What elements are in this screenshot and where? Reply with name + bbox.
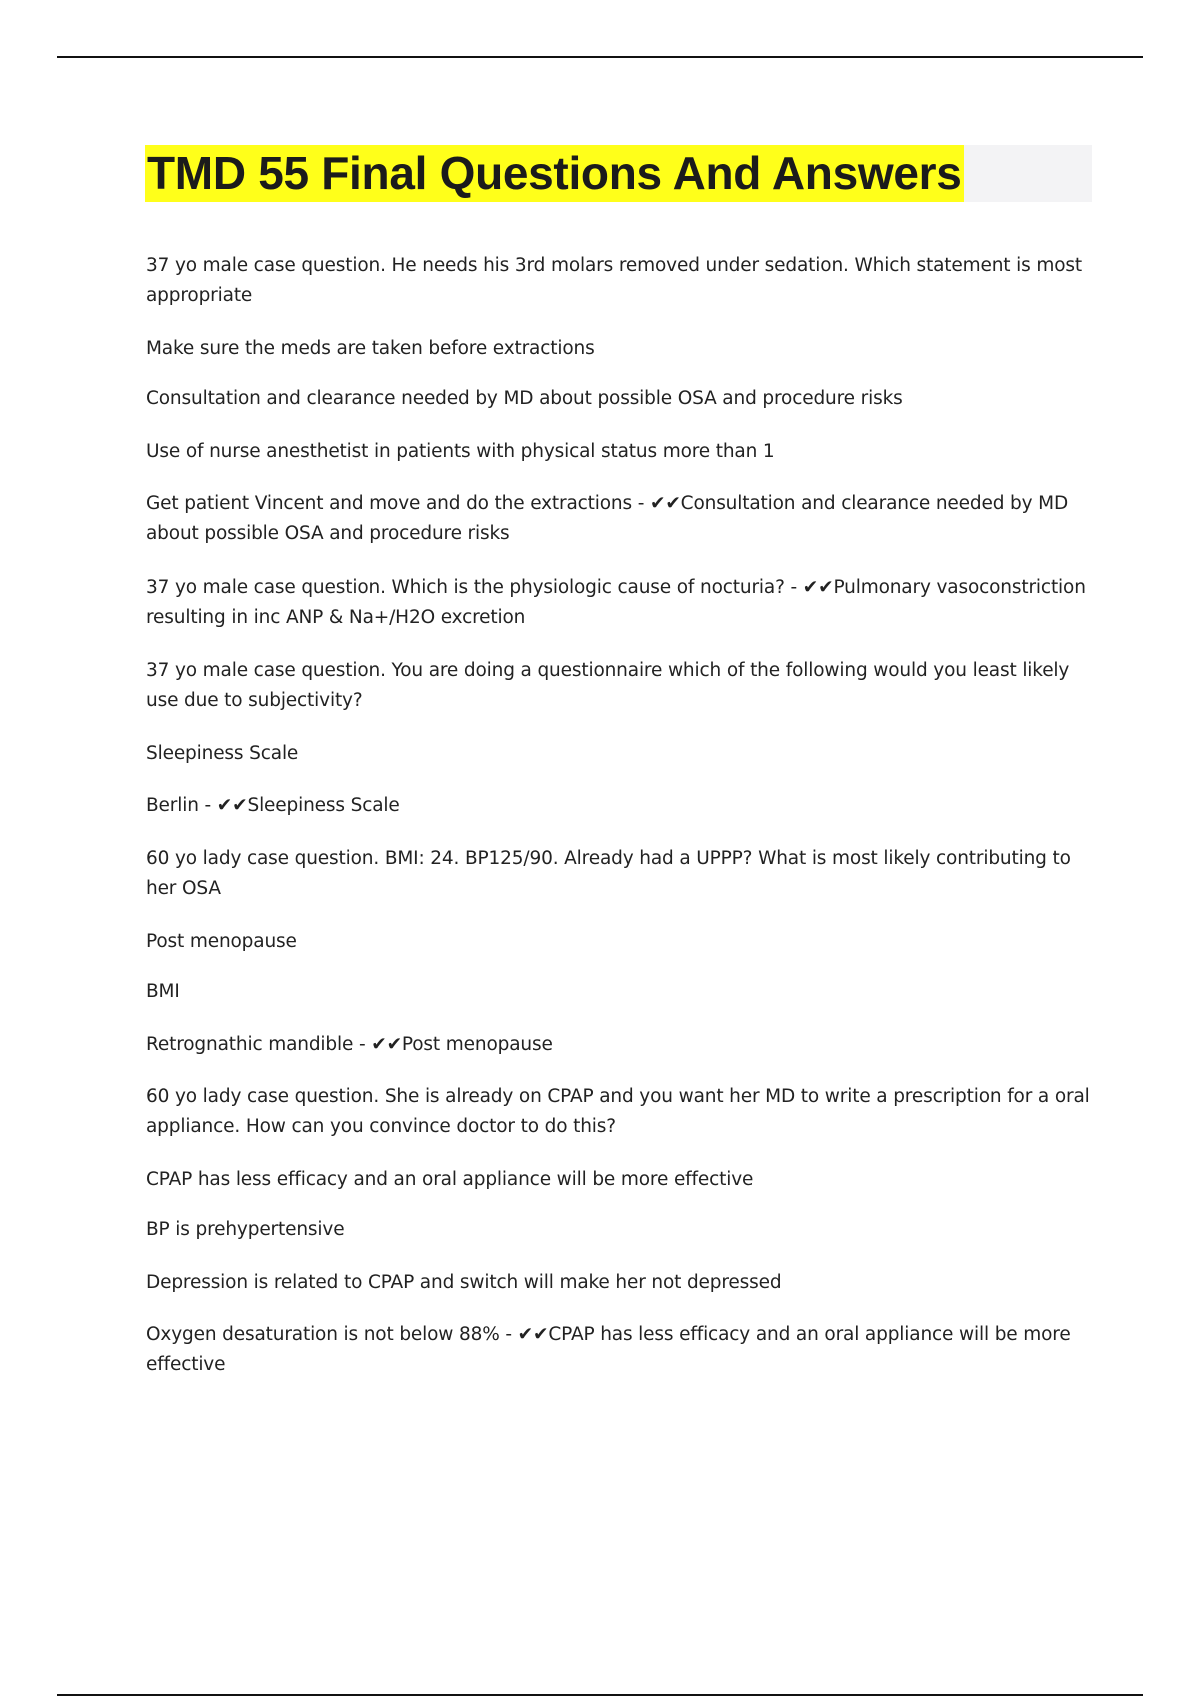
answer-key-paragraph: Retrognathic mandible - ✔✔Post menopause	[146, 1034, 553, 1055]
answer-option: Post menopause	[146, 931, 297, 952]
answer-key-paragraph: Get patient Vincent and move and do the extractions - ✔✔Consultation and clearance needed by MD about possible OSA and procedure risks	[146, 493, 1069, 544]
answer-option: Make sure the meds are taken before extractions	[146, 338, 595, 359]
header-rule	[57, 56, 1143, 58]
question-paragraph: 37 yo male case question. You are doing a questionnaire which of the following would you least likely use due to subjectivity?	[146, 660, 1070, 711]
question-paragraph: 60 yo lady case question. BMI: 24. BP125/90. Already had a UPPP? What is most likely contributing to her OSA	[146, 848, 1071, 899]
answer-option: BMI	[146, 981, 180, 1002]
document-title: TMD 55 Final Questions And Answers	[145, 145, 964, 202]
answer-option: CPAP has less efficacy and an oral appliance will be more effective	[146, 1169, 754, 1190]
answer-key-paragraph: Oxygen desaturation is not below 88% - ✔✔CPAP has less efficacy and an oral appliance will be more effective	[146, 1324, 1071, 1375]
footer-rule	[57, 1694, 1143, 1696]
answer-option: Depression is related to CPAP and switch will make her not depressed	[146, 1272, 782, 1293]
answer-key-paragraph: Berlin - ✔✔Sleepiness Scale	[146, 795, 400, 816]
answer-key-paragraph: 37 yo male case question. Which is the physiologic cause of nocturia? - ✔✔Pulmonary vasoconstriction resulting in inc ANP & Na+/H2O excretion	[146, 577, 1086, 628]
answer-option: Use of nurse anesthetist in patients with physical status more than 1	[146, 441, 775, 462]
answer-option: Sleepiness Scale	[146, 743, 299, 764]
question-paragraph: 60 yo lady case question. She is already on CPAP and you want her MD to write a prescription for a oral appliance. How can you convince doctor to do this?	[146, 1086, 1090, 1137]
answer-option: BP is prehypertensive	[146, 1219, 345, 1240]
answer-option: Consultation and clearance needed by MD about possible OSA and procedure risks	[146, 388, 903, 409]
question-paragraph: 37 yo male case question. He needs his 3rd molars removed under sedation. Which statement is most appropriate	[146, 255, 1082, 306]
